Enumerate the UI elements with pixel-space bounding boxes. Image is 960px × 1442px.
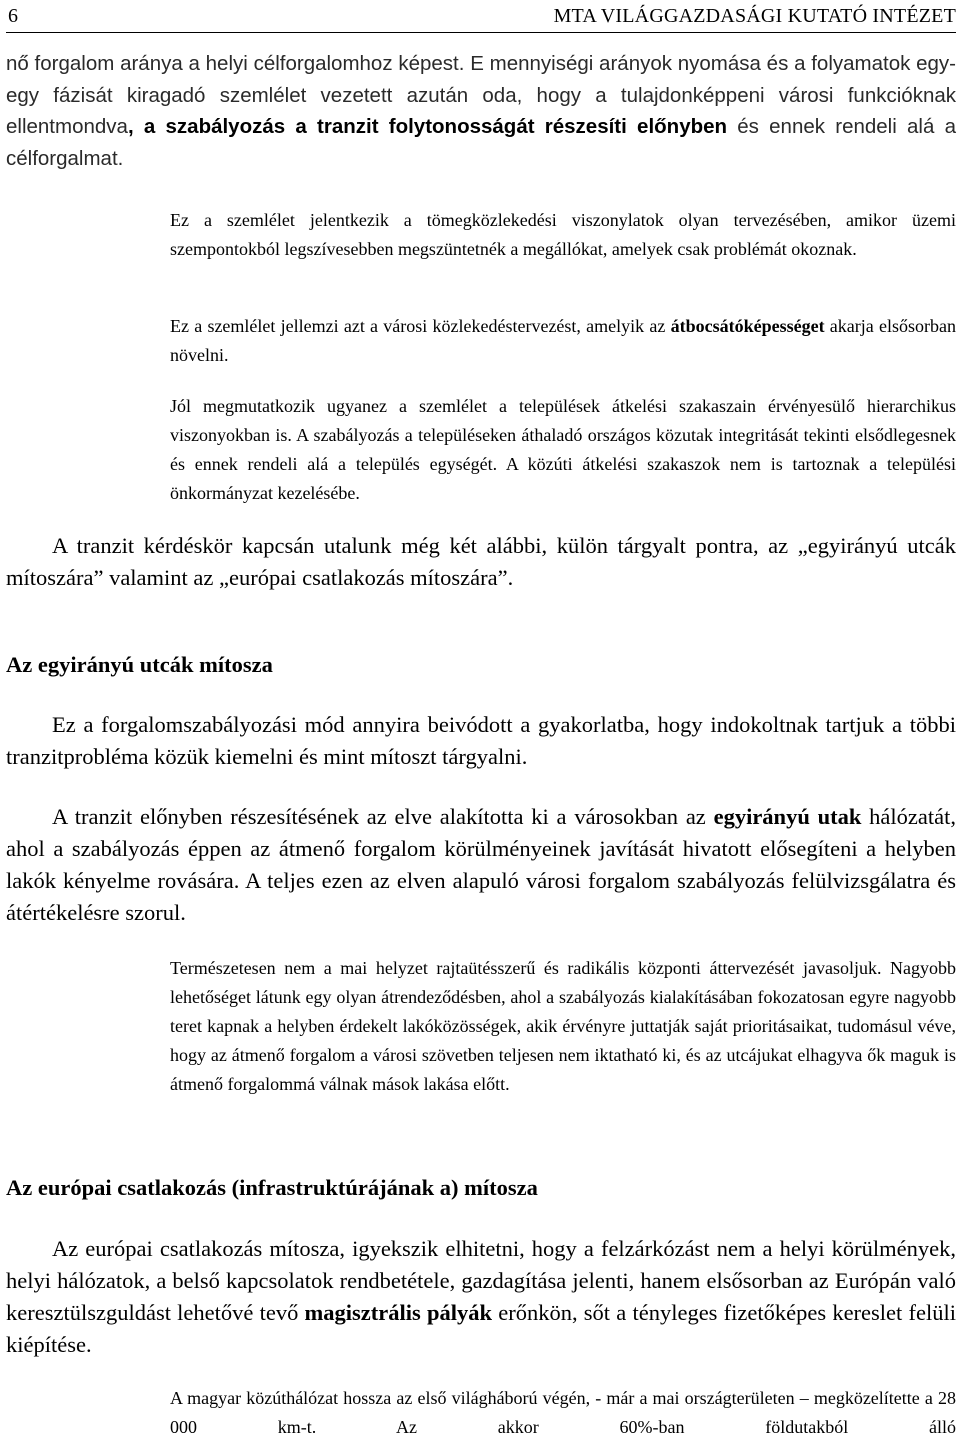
institute-name: MTA VILÁGGAZDASÁGI KUTATÓ INTÉZET: [553, 5, 956, 27]
oneway-paragraph-2: [6, 801, 956, 929]
note-2-text: Ez a szemlélet jellemzi azt a városi közlekedéstervezést, amelyik az: [170, 316, 671, 336]
transit-paragraph: A tranzit kérdéskör kapcsán utalunk még két alábbi, külön tárgyalt pontra, az „egyirányú utcák mítoszára” valamint az „európai csatlakozás mítoszára”.: [6, 533, 956, 590]
intro-tail: és ennek rendeli alá a célforgalmat.: [6, 115, 957, 170]
intro-paragraph: [6, 48, 956, 174]
european-paragraph: [6, 1233, 956, 1361]
oneway-p2-bold: egyirányú utak: [713, 804, 862, 829]
section-heading-oneway: Az egyirányú utcák mítosza: [6, 652, 273, 677]
european-text: Az európai csatlakozás mítosza, igyekszik elhitetni, hogy a felzárkózást nem a helyi körülmények, helyi hálózatok, a belső kapcsolatok rendbetétele, gazdagítása jelenti, hanem elsősorban az Európán való keresztülszguldást lehetővé tevő: [6, 1236, 956, 1325]
note-paragraph-3: Jól megmutatkozik ugyanez a szemlélet a települések átkelési szakaszain érvényesülő hierarchikus viszonyokban is. A szabályozás a településeken áthaladó országos közutak integritását tekinti elsődlegesnek és ennek rendeli alá a település egységét. A közúti átkelési szakaszok nem is tartoznak a települési önkormányzat kezelésébe.: [170, 396, 956, 503]
note-paragraph-1: Ez a szemlélet jelentkezik a tömegközlekedési viszonylatok olyan tervezésében, amikor üzemi szempontokból legszívesebben megszüntetnék a megállókat, amelyek csak problémát okoznak.: [170, 210, 956, 259]
european-note: A magyar közúthálózat hossza az első világháború végén, - már a mai országterületen – megközelítette a 28 000 km-t. Az akkor 60%-ban földutakból álló: [170, 1388, 956, 1437]
intro-text: nő forgalom aránya a helyi célforgalomhoz képest. E mennyiségi arányok nyomása és a folyamatok egy-egy fázisát kiragadó szemlélet vezetett azután oda, hogy a tulajdonképpeni városi funkcióknak ellentmondva: [6, 52, 956, 138]
oneway-paragraph-1: Ez a forgalomszabályozási mód annyira beivódott a gyakorlatba, hogy indokoltnak tartjuk a többi tranzitprobléma közük kiemelni és mint mítoszt tárgyalni.: [6, 712, 956, 769]
running-header: [6, 4, 956, 33]
oneway-note: Természetesen nem a mai helyzet rajtaütésszerű és radikális központi áttervezését javasoljuk. Nagyobb lehetőséget látunk egy olyan átrendeződésben, ahol a szabályozás kialakításában fokozatosan egyre nagyobb teret kapnak a helyben érdekelt lakóközösségek, akik érvényre juttatják saját prioritásaikat, tudomásul véve, hogy az átmenő forgalom a városi szövetben teljesen nem iktatható ki, és az utcájukat elhagyva ők maguk is átmenő forgalommá válnak mások lakása előtt.: [170, 958, 956, 1094]
european-tail: erőnkön, sőt a tényleges fizetőképes kereslet felüli kiépítése.: [6, 1300, 956, 1357]
intro-bold: , a szabályozás a tranzit folytonosságát részesíti előnyben: [127, 115, 728, 138]
note-2-tail: akarja elsősorban növelni.: [170, 316, 956, 365]
european-bold: magisztrális pályák: [304, 1300, 493, 1325]
document-page: [6, 0, 956, 1440]
note-paragraph-2: [170, 312, 956, 370]
oneway-p2-text: A tranzit előnyben részesítésének az elve alakította ki a városokban az: [52, 804, 714, 829]
oneway-p2-tail: hálózatát, ahol a szabályozás éppen az átmenő forgalom körülményeinek javítását hivatott elősegíteni a helyben lakók kényelme rovására. A teljes ezen az elven alapuló városi forgalom szabályozás felülvizsgálatra és átértékelésre szorul.: [6, 804, 956, 925]
section-heading-european: Az európai csatlakozás (infrastruktúrájának a) mítosza: [6, 1175, 538, 1200]
page-number: 6: [8, 5, 18, 27]
note-2-bold: átbocsátóképességet: [670, 316, 825, 336]
